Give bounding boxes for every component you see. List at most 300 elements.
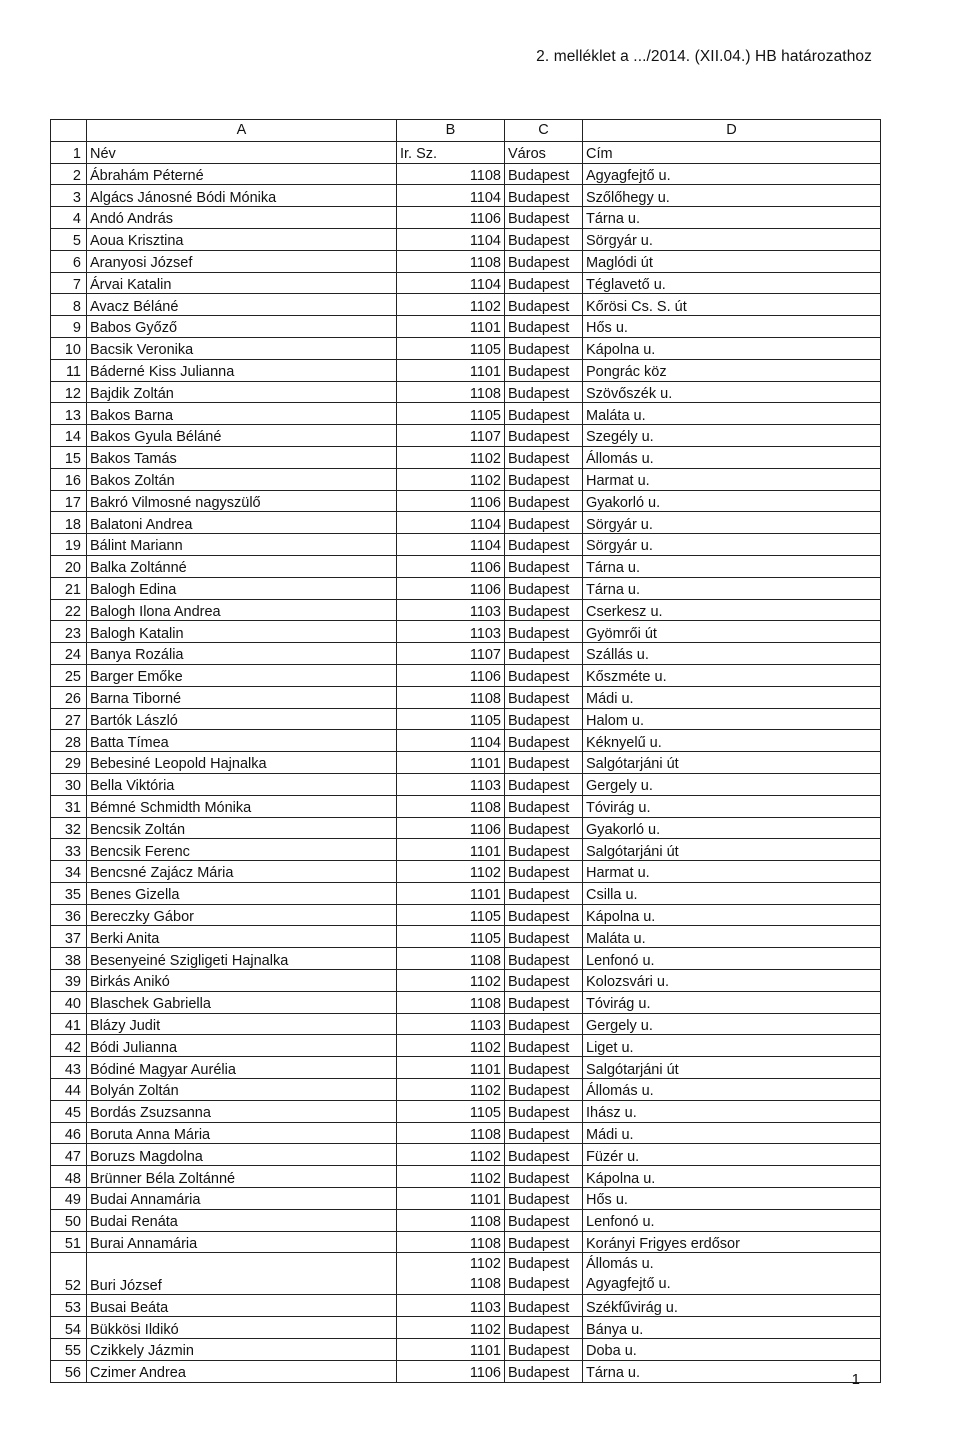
zip-cell: 1105: [397, 926, 505, 948]
row-number: 41: [51, 1013, 87, 1035]
address-cell: Halom u.: [583, 708, 881, 730]
address-cell: Székfűvirág u.: [583, 1295, 881, 1317]
table-row: [51, 1166, 881, 1188]
name-cell: Báderné Kiss Julianna: [87, 359, 397, 381]
name-cell: Barna Tiborné: [87, 686, 397, 708]
name-cell: Bémné Schmidth Mónika: [87, 795, 397, 817]
address-cell: Tárna u.: [583, 555, 881, 577]
address-cell: Maglódi út: [583, 250, 881, 272]
name-cell: Bella Viktória: [87, 773, 397, 795]
city-cell: Budapest: [505, 817, 583, 839]
city-cell: Budapest: [505, 991, 583, 1013]
row-number: 9: [51, 316, 87, 338]
row-number: 11: [51, 359, 87, 381]
table-row: [51, 1317, 881, 1339]
address-cell: Maláta u.: [583, 926, 881, 948]
zip-cell: 1108: [397, 686, 505, 708]
zip-cell: 1102: [397, 970, 505, 992]
address-cell: Sörgyár u.: [583, 534, 881, 556]
zip-cell: 1105: [397, 403, 505, 425]
table-row: [51, 1100, 881, 1122]
zip-cell: 1108: [397, 163, 505, 185]
city-cell: Budapest: [505, 1209, 583, 1231]
row-number: 6: [51, 250, 87, 272]
city-cell: Budapest: [505, 1360, 583, 1382]
city-cell-line: Budapest: [508, 1256, 570, 1273]
city-cell: Budapest: [505, 1100, 583, 1122]
name-cell: Bolyán Zoltán: [87, 1079, 397, 1101]
row-number: 29: [51, 752, 87, 774]
name-cell: Bakos Gyula Béláné: [87, 425, 397, 447]
row-number: 21: [51, 577, 87, 599]
zip-cell-line: 1102: [469, 1256, 501, 1273]
address-cell: Kápolna u.: [583, 337, 881, 359]
table-row: [51, 861, 881, 883]
address-cell: Gergely u.: [583, 1013, 881, 1035]
row-number: 35: [51, 882, 87, 904]
address-cell: Füzér u.: [583, 1144, 881, 1166]
header-address: Cím: [583, 141, 881, 163]
city-cell: Budapest: [505, 425, 583, 447]
city-cell: Budapest: [505, 294, 583, 316]
city-cell-line: Budapest: [508, 1276, 570, 1293]
table-row: [51, 403, 881, 425]
name-cell: Balogh Ilona Andrea: [87, 599, 397, 621]
name-cell: Ábrahám Péterné: [87, 163, 397, 185]
zip-cell: 1108: [397, 948, 505, 970]
address-cell: Korányi Frigyes erdősor: [583, 1231, 881, 1253]
row-number: 27: [51, 708, 87, 730]
name-cell: Bacsik Veronika: [87, 337, 397, 359]
row-number: 43: [51, 1057, 87, 1079]
address-cell: Hős u.: [583, 1188, 881, 1210]
name-cell: Bordás Zsuzsanna: [87, 1100, 397, 1122]
address-cell: Salgótarjáni út: [583, 839, 881, 861]
name-cell: Avacz Béláné: [87, 294, 397, 316]
table-row: [51, 425, 881, 447]
city-cell: Budapest: [505, 272, 583, 294]
zip-cell: 1105: [397, 1100, 505, 1122]
row-number: 22: [51, 599, 87, 621]
row-number: 47: [51, 1144, 87, 1166]
zip-cell: 1102: [397, 1144, 505, 1166]
address-cell: Hős u.: [583, 316, 881, 338]
table-row: [51, 773, 881, 795]
name-cell: Bakos Zoltán: [87, 468, 397, 490]
row-number: 15: [51, 446, 87, 468]
name-cell: Buri József: [87, 1253, 397, 1295]
name-cell: Budai Annamária: [87, 1188, 397, 1210]
table-row: [51, 1339, 881, 1361]
table-row: [51, 1188, 881, 1210]
table-row: [51, 708, 881, 730]
table-row: [51, 555, 881, 577]
row-number: 4: [51, 207, 87, 229]
name-cell: Boruzs Magdolna: [87, 1144, 397, 1166]
header-row: [51, 141, 881, 163]
row-number: 50: [51, 1209, 87, 1231]
row-number: 36: [51, 904, 87, 926]
name-cell: Bakos Barna: [87, 403, 397, 425]
city-cell: Budapest: [505, 1188, 583, 1210]
name-cell: Bükkösi Ildikó: [87, 1317, 397, 1339]
table-row: [51, 730, 881, 752]
address-cell: Gergely u.: [583, 773, 881, 795]
table-row: [51, 446, 881, 468]
city-cell: Budapest: [505, 468, 583, 490]
row-number: 52: [51, 1253, 87, 1295]
city-cell: Budapest: [505, 664, 583, 686]
city-cell: Budapest: [505, 1057, 583, 1079]
city-cell: Budapest: [505, 316, 583, 338]
zip-cell: 1104: [397, 512, 505, 534]
city-cell: Budapest: [505, 250, 583, 272]
row-number: 2: [51, 163, 87, 185]
name-cell: Bálint Mariann: [87, 534, 397, 556]
zip-cell: 1103: [397, 1013, 505, 1035]
table-row: [51, 1079, 881, 1101]
name-cell: Banya Rozália: [87, 643, 397, 665]
address-cell: Kápolna u.: [583, 1166, 881, 1188]
zip-cell: 1102: [397, 1035, 505, 1057]
zip-cell: 1106: [397, 817, 505, 839]
table-row: [51, 294, 881, 316]
table-row: [51, 1122, 881, 1144]
address-cell: Szállás u.: [583, 643, 881, 665]
row-number: 7: [51, 272, 87, 294]
address-cell: Tárna u.: [583, 577, 881, 599]
city-cell: Budapest: [505, 403, 583, 425]
row-number: 24: [51, 643, 87, 665]
address-cell: Tárna u.: [583, 1360, 881, 1382]
row-number: 54: [51, 1317, 87, 1339]
city-cell: Budapest: [505, 446, 583, 468]
name-cell: Brünner Béla Zoltánné: [87, 1166, 397, 1188]
table-row: [51, 599, 881, 621]
zip-cell: 1108: [397, 381, 505, 403]
corner-cell: [51, 120, 87, 142]
city-cell: Budapest: [505, 185, 583, 207]
row-number: 31: [51, 795, 87, 817]
table-row: [51, 163, 881, 185]
table-row: [51, 839, 881, 861]
address-cell: Salgótarjáni út: [583, 1057, 881, 1079]
table-row: [51, 1295, 881, 1317]
city-cell: Budapest: [505, 359, 583, 381]
table-row: [51, 1057, 881, 1079]
zip-cell: [397, 1253, 505, 1295]
table-row: [51, 621, 881, 643]
zip-cell: 1106: [397, 664, 505, 686]
city-cell: Budapest: [505, 381, 583, 403]
address-cell: Szövőszék u.: [583, 381, 881, 403]
table-row: [51, 228, 881, 250]
zip-cell-line: 1108: [469, 1276, 501, 1293]
zip-cell: 1108: [397, 1231, 505, 1253]
city-cell: Budapest: [505, 708, 583, 730]
address-cell: Pongrác köz: [583, 359, 881, 381]
row-number: 55: [51, 1339, 87, 1361]
row-number: 53: [51, 1295, 87, 1317]
zip-cell: 1101: [397, 752, 505, 774]
city-cell: Budapest: [505, 861, 583, 883]
table-row: [51, 904, 881, 926]
city-cell: Budapest: [505, 577, 583, 599]
address-cell: Agyagfejtő u.: [583, 163, 881, 185]
name-cell: Bakró Vilmosné nagyszülő: [87, 490, 397, 512]
city-cell: Budapest: [505, 904, 583, 926]
name-cell: Boruta Anna Mária: [87, 1122, 397, 1144]
address-cell: Liget u.: [583, 1035, 881, 1057]
city-cell: Budapest: [505, 948, 583, 970]
zip-cell: 1101: [397, 316, 505, 338]
zip-cell: 1102: [397, 294, 505, 316]
city-cell: Budapest: [505, 1035, 583, 1057]
zip-cell: 1101: [397, 1188, 505, 1210]
zip-cell: 1105: [397, 337, 505, 359]
row-number: 49: [51, 1188, 87, 1210]
address-cell: Salgótarjáni út: [583, 752, 881, 774]
table-row: [51, 1360, 881, 1382]
table-row: [51, 1144, 881, 1166]
table-row: [51, 795, 881, 817]
city-cell: Budapest: [505, 163, 583, 185]
column-letter-c: C: [505, 120, 583, 142]
row-number: 23: [51, 621, 87, 643]
zip-cell: 1106: [397, 490, 505, 512]
row-number: 40: [51, 991, 87, 1013]
address-cell: Tóvirág u.: [583, 991, 881, 1013]
header-city: Város: [505, 141, 583, 163]
name-cell: Balka Zoltánné: [87, 555, 397, 577]
table-row: [51, 664, 881, 686]
city-cell: Budapest: [505, 795, 583, 817]
name-cell: Bencsné Zajácz Mária: [87, 861, 397, 883]
name-cell: Bebesiné Leopold Hajnalka: [87, 752, 397, 774]
zip-cell: 1105: [397, 708, 505, 730]
row-number: 25: [51, 664, 87, 686]
name-cell: Bencsik Zoltán: [87, 817, 397, 839]
row-number: 34: [51, 861, 87, 883]
name-cell: Burai Annamária: [87, 1231, 397, 1253]
city-cell: Budapest: [505, 1339, 583, 1361]
name-cell: Czimer Andrea: [87, 1360, 397, 1382]
row-number: 44: [51, 1079, 87, 1101]
table-row: [51, 817, 881, 839]
zip-cell: 1106: [397, 1360, 505, 1382]
name-cell: Algács Jánosné Bódi Mónika: [87, 185, 397, 207]
address-cell: Harmat u.: [583, 861, 881, 883]
column-letter-d: D: [583, 120, 881, 142]
zip-cell: 1107: [397, 425, 505, 447]
zip-cell: 1104: [397, 272, 505, 294]
zip-cell: 1101: [397, 1057, 505, 1079]
page-number: 1: [851, 1371, 860, 1388]
row-number: 33: [51, 839, 87, 861]
city-cell: Budapest: [505, 1317, 583, 1339]
name-cell: Balatoni Andrea: [87, 512, 397, 534]
zip-cell: 1107: [397, 643, 505, 665]
row-number: 5: [51, 228, 87, 250]
row-number: 46: [51, 1122, 87, 1144]
address-cell: Harmat u.: [583, 468, 881, 490]
address-cell: Lenfonó u.: [583, 1209, 881, 1231]
table-row: [51, 948, 881, 970]
table-row: [51, 686, 881, 708]
name-cell: Blaschek Gabriella: [87, 991, 397, 1013]
address-cell: Bánya u.: [583, 1317, 881, 1339]
city-cell: Budapest: [505, 621, 583, 643]
city-cell: Budapest: [505, 839, 583, 861]
zip-cell: 1104: [397, 534, 505, 556]
header-name: Név: [87, 141, 397, 163]
table-row: [51, 185, 881, 207]
zip-cell: 1102: [397, 468, 505, 490]
name-cell: Bartók László: [87, 708, 397, 730]
city-cell: Budapest: [505, 686, 583, 708]
address-cell: Sörgyár u.: [583, 228, 881, 250]
zip-cell: 1103: [397, 773, 505, 795]
row-number: 8: [51, 294, 87, 316]
row-number: 30: [51, 773, 87, 795]
header-zip: Ir. Sz.: [397, 141, 505, 163]
address-cell: Kőrösi Cs. S. út: [583, 294, 881, 316]
name-cell: Batta Tímea: [87, 730, 397, 752]
city-cell: Budapest: [505, 207, 583, 229]
city-cell: Budapest: [505, 1166, 583, 1188]
table-row: [51, 991, 881, 1013]
address-cell: Sörgyár u.: [583, 512, 881, 534]
zip-cell: 1108: [397, 1209, 505, 1231]
table-row: [51, 1231, 881, 1253]
address-cell-line: Agyagfejtő u.: [586, 1276, 671, 1293]
name-cell: Blázy Judit: [87, 1013, 397, 1035]
row-number: 1: [51, 141, 87, 163]
city-cell: Budapest: [505, 773, 583, 795]
name-cell: Árvai Katalin: [87, 272, 397, 294]
table-row: [51, 882, 881, 904]
city-cell: Budapest: [505, 1231, 583, 1253]
resident-table: [50, 119, 881, 1383]
name-cell: Berki Anita: [87, 926, 397, 948]
address-cell: Doba u.: [583, 1339, 881, 1361]
address-cell: Gyömrői út: [583, 621, 881, 643]
zip-cell: 1103: [397, 599, 505, 621]
zip-cell: 1108: [397, 795, 505, 817]
column-letter-a: A: [87, 120, 397, 142]
row-number: 17: [51, 490, 87, 512]
zip-cell: 1103: [397, 621, 505, 643]
row-number: 13: [51, 403, 87, 425]
zip-cell: 1106: [397, 555, 505, 577]
name-cell: Bereczky Gábor: [87, 904, 397, 926]
name-cell: Aoua Krisztina: [87, 228, 397, 250]
city-cell: Budapest: [505, 882, 583, 904]
column-letter-b: B: [397, 120, 505, 142]
name-cell: Bódiné Magyar Aurélia: [87, 1057, 397, 1079]
address-cell: Téglavető u.: [583, 272, 881, 294]
table-row: [51, 316, 881, 338]
row-number: 12: [51, 381, 87, 403]
table-row: [51, 337, 881, 359]
zip-cell: 1106: [397, 207, 505, 229]
name-cell: Budai Renáta: [87, 1209, 397, 1231]
name-cell: Bakos Tamás: [87, 446, 397, 468]
zip-cell: 1104: [397, 228, 505, 250]
zip-cell: 1102: [397, 1079, 505, 1101]
table-row: [51, 207, 881, 229]
address-cell: Tóvirág u.: [583, 795, 881, 817]
page-header: 2. melléklet a .../2014. (XII.04.) HB határozathoz: [536, 48, 872, 65]
city-cell: Budapest: [505, 490, 583, 512]
name-cell: Bencsik Ferenc: [87, 839, 397, 861]
city-cell: Budapest: [505, 926, 583, 948]
zip-cell: 1102: [397, 861, 505, 883]
row-number: 28: [51, 730, 87, 752]
city-cell: Budapest: [505, 228, 583, 250]
address-cell: Maláta u.: [583, 403, 881, 425]
row-number: 16: [51, 468, 87, 490]
city-cell: Budapest: [505, 1013, 583, 1035]
city-cell: Budapest: [505, 337, 583, 359]
table-row: [51, 468, 881, 490]
row-number: 45: [51, 1100, 87, 1122]
address-cell: Mádi u.: [583, 686, 881, 708]
row-number: 42: [51, 1035, 87, 1057]
zip-cell: 1102: [397, 1317, 505, 1339]
name-cell: Aranyosi József: [87, 250, 397, 272]
address-cell: Kőszméte u.: [583, 664, 881, 686]
column-letters-row: [51, 120, 881, 142]
row-number: 38: [51, 948, 87, 970]
address-cell: Szőlőhegy u.: [583, 185, 881, 207]
address-cell-line: Állomás u.: [586, 1256, 654, 1273]
city-cell: Budapest: [505, 555, 583, 577]
zip-cell: 1108: [397, 250, 505, 272]
table-row: [51, 534, 881, 556]
zip-cell: 1104: [397, 730, 505, 752]
city-cell: Budapest: [505, 1079, 583, 1101]
table-row-multi-address: [51, 1253, 881, 1295]
name-cell: Besenyeiné Szigligeti Hajnalka: [87, 948, 397, 970]
zip-cell: 1104: [397, 185, 505, 207]
row-number: 18: [51, 512, 87, 534]
address-cell: Tárna u.: [583, 207, 881, 229]
name-cell: Birkás Anikó: [87, 970, 397, 992]
table-row: [51, 752, 881, 774]
zip-cell: 1101: [397, 882, 505, 904]
address-cell: Ihász u.: [583, 1100, 881, 1122]
table-row: [51, 490, 881, 512]
row-number: 26: [51, 686, 87, 708]
name-cell: Bajdik Zoltán: [87, 381, 397, 403]
row-number: 19: [51, 534, 87, 556]
row-number: 56: [51, 1360, 87, 1382]
table-row: [51, 970, 881, 992]
row-number: 39: [51, 970, 87, 992]
zip-cell: 1101: [397, 839, 505, 861]
zip-cell: 1108: [397, 1122, 505, 1144]
address-cell: Cserkesz u.: [583, 599, 881, 621]
city-cell: Budapest: [505, 1295, 583, 1317]
city-cell: Budapest: [505, 512, 583, 534]
table-row: [51, 643, 881, 665]
row-number: 48: [51, 1166, 87, 1188]
row-number: 37: [51, 926, 87, 948]
address-cell: Gyakorló u.: [583, 490, 881, 512]
address-cell: Állomás u.: [583, 1079, 881, 1101]
table-row: [51, 1035, 881, 1057]
